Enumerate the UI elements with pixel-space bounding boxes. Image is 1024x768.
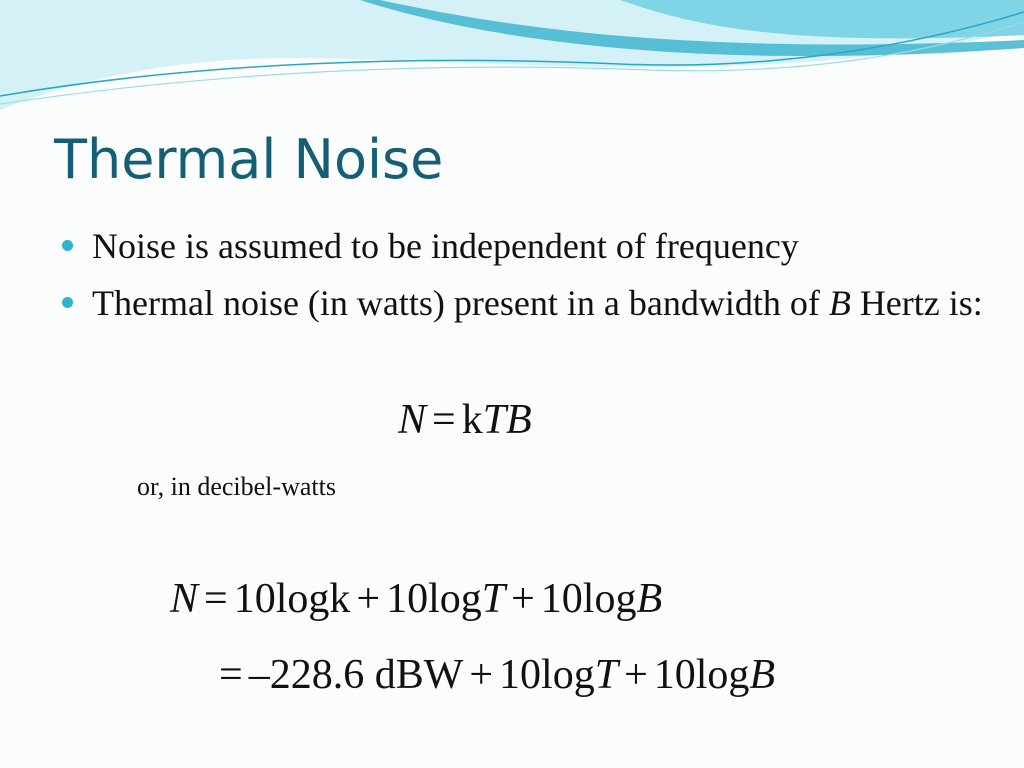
bullet-text-part: Hertz is: — [850, 283, 983, 323]
header-wave-decoration — [0, 0, 1024, 120]
equation-log-form — [170, 575, 662, 623]
eq-equals: = — [219, 652, 243, 698]
bullet-variable: B — [828, 283, 851, 323]
bullet-item-2 — [62, 281, 992, 326]
eq-equals: = — [432, 397, 456, 443]
eq-equals: = — [204, 576, 228, 622]
decibel-note: or, in decibel-watts — [137, 472, 336, 501]
eq-var-t: T — [481, 576, 506, 622]
eq-var-n: N — [398, 397, 427, 443]
eq-var-b: B — [749, 652, 776, 698]
eq-var-t: T — [594, 652, 619, 698]
eq-term: 10log — [540, 576, 637, 622]
eq-term: 10logk — [233, 576, 351, 622]
eq-var-b: B — [636, 576, 663, 622]
eq-plus: + — [624, 652, 648, 698]
eq-const-k: k — [461, 397, 483, 443]
bullet-dot-icon — [62, 297, 73, 308]
eq-var-tb: TB — [482, 397, 532, 443]
bullet-dot-icon — [62, 240, 73, 251]
eq-plus: + — [469, 652, 494, 698]
eq-plus: + — [511, 576, 535, 622]
eq-term: 10log — [499, 652, 595, 698]
equation-dbw-form — [213, 651, 775, 699]
bullet-item-1 — [62, 224, 992, 269]
eq-term: 10log — [386, 576, 482, 622]
eq-plus: + — [356, 576, 381, 622]
bullet-text-part: Thermal noise (in watts) present in a bandwidth of — [92, 283, 829, 323]
eq-var-n: N — [170, 576, 199, 622]
slide-title: Thermal Noise — [54, 128, 444, 191]
equation-ktb — [398, 396, 532, 444]
bullet-text: Noise is assumed to be independent of frequency — [92, 226, 799, 266]
bullet-list — [62, 224, 992, 338]
eq-value: –228.6 dBW — [248, 652, 464, 698]
eq-term: 10log — [653, 652, 750, 698]
